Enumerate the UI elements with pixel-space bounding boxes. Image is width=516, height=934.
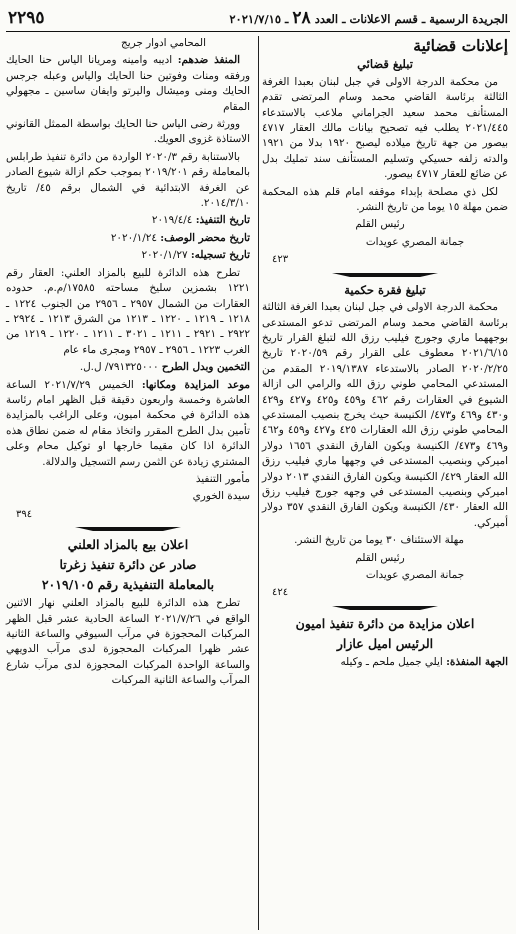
signature-role: مأمور التنفيذ <box>195 472 250 485</box>
header-issue-number: ٢٨ <box>292 8 311 28</box>
notice-body <box>262 655 508 670</box>
header-rule <box>6 31 510 32</box>
header-title: الجريدة الرسمية ـ قسم الاعلانات ـ <box>342 12 508 26</box>
exec-date-value: ٢٠١٩/٤/٤ <box>151 214 193 227</box>
notice-subtitle: صادر عن دائرة تنفيذ زغرتا <box>59 557 197 573</box>
notice-title: اعلان مزايدة من دائرة تنفيذ اميون <box>295 615 475 631</box>
auction-text: الخميس ٢٠٢١/٧/٢٩ الساعة العاشرة وخمسة واربعون دقيقة قبل الظهر امام رئاسة هذه الدائرة في محكمة اميون، وعلى الراغب بالمزايدة تأمين بدل الطرح المقرر واتخاذ مقام له ضمن نطاق هذه الدائرة اذا كان مقيما خارجها او توكيل محام وعلى المشتري زيادة عن الثمن رسم التسجيل والدلالة. <box>6 378 250 468</box>
page-header <box>8 6 508 28</box>
notice-number: ٤٢٤ <box>272 587 289 599</box>
header-issue-label: العدد <box>314 12 339 26</box>
notice-title: اعلان بيع بالمزاد العلني <box>67 537 189 553</box>
signature-role: رئيس القلم <box>355 551 405 564</box>
lawyer-name: المحامي ادوار جريج <box>121 37 206 49</box>
notice-subtitle: بالمعاملة التنفيذية رقم ٢٠١٩/١٠٥ <box>41 577 215 593</box>
left-column <box>6 36 250 930</box>
notice-objection: لكل ذي مصلحة بإبداء موقفه امام قلم هذه المحكمة ضمن مهلة ١٥ يوما من تاريخ النشر. <box>262 185 508 214</box>
signature-name: سيدة الخوري <box>192 490 250 503</box>
signature-role: رئيس القلم <box>355 218 405 231</box>
desc-date <box>6 231 250 246</box>
notice-title: تبليغ فقرة حكمية <box>344 282 426 297</box>
desc-date-label: تاريخ محضر الوصف: <box>160 231 250 244</box>
section-title: إعلانات قضائية <box>413 36 508 55</box>
notice-title: تبليغ قضائي <box>357 57 413 72</box>
right-column <box>262 36 508 930</box>
exec-date-label: تاريخ التنفيذ: <box>195 214 250 227</box>
reg-date-value: ٢٠٢٠/١/٢٧ <box>141 249 188 262</box>
notice-body: تطرح هذه الدائرة للبيع بالمزاد العلني نهار الاثنين الواقع في ٢٠٢١/٧/٢٦ الساعة الحادية عشر قبل الظهر المركبات المحجوزة في مرآب السيوفي والساعة الثانية عشر ظهرا المركبات المحجوزة لدى مرآب الدويهي والساعة الواحدة المركبات المحجوزة لدى مرآب شارع المرآب والساعة الثانية المركبات <box>6 597 251 687</box>
page-number: ٢٢٩٥ <box>8 8 45 28</box>
notice-body: محكمة الدرجة الاولى في جبل لبنان بعبدا الغرفة الثالثة برئاسة القاضي محمد وسام المرتضى تدعو المستدعى بوجههما ماري وجورج فيليب رزق الله لتبلغ القرار تاريخ ٢٠٢١/٦/١٥ معطوف على القرار رقم ٢٠٢٠/٥٩ تاريخ ٢٠٢٠/٢/٢٥ الصادر بالاستدعاء ٢٠١٩/١٣٨٧ المقدم من المستدعي المحامي طوني رزق الله والرامي الى ازالة الشيوع في العقارات رقم ٤٦٢ و٤٥٩ و٤٢٥ و٤٢٧ و٤٢٩ و٤٣٠ و٤٦٩ و٤٧٣/ الكنيسة حيث يخرج بنصيب المستدعي المحامي طوني رزق الله العقارات ٤٢٥ و٤٢٧ و٤٥٩ و٤٦٢ و٤٦٩ و٤٧٣/ الكنيسة ويكون الفارق النقدي ١٦٥٦ دولار اميركي وبنصيب المستدعى في وجهها ماري فيليب رزق الله العقار ٤٢٩/ الكنيسة ويكون الفارق النقدي ٢٠١٣ دولار اميركي وبنصيب المستدعى في وجهه جورج فيليب رزق الله العقار ٤٣٠/ الكنيسة ويكون الفارق النقدي ٣٥٧ دولار أميركي. <box>262 301 509 529</box>
property: تطرح هذه الدائرة للبيع بالمزاد العلني: العقار رقم ١٢٢١ بشمزين سليخ مساحته ١٧٥٨٥/م.م. حدوده العقارات من الشمال ٢٩٥٧ ـ ٢٩٥٦ من الجنوب ١٢٢٤ ـ ١٢١٨ ـ ١٢١٩ ـ ١٢٢٠ ـ ١٢١٣ من الشرق ١٢١٣ ـ ٢٩٢٤ ـ ٢٩٢٢ ـ ٢٩٢١ ـ ١٢١١ ـ ٣٠٢١ ـ ١٢١١ ـ ١٢٢٠ ـ ١٢١٩ من الغرب ١٢٢٣ ـ ٢٩٥٦ ـ ٢٩٥٧ ومجرى ماء عام <box>6 266 251 356</box>
notice-number: ٤٢٣ <box>272 254 289 266</box>
basis: بالاستنابة رقم ٢٠٢٠/٣ الواردة من دائرة تنفيذ طرابلس بالمعاملة رقم ٢٠١٩/٢٠١ بموجب حكم ازالة شيوع الصادر عن الغرفة الابتدائية في الشمال برقم ٤٥/ تاريخ ٢٠١٤/٣/١٠. <box>6 150 250 210</box>
executing-party-label: الجهة المنفذة: <box>446 655 508 668</box>
separator-ornament <box>262 604 508 612</box>
price-value: ٧٩١٣٢٥٠٠٠/ ل.ل. <box>79 361 159 374</box>
price-label: التخمين وبدل الطرح <box>161 361 250 374</box>
defendants-text: اديبه وامينه ومريانا الياس حنا الحايك ورفقه ومنات وفوتين حنا الحايك والياس وعبله جرجس الحايك ومنى وميشال واليرتو وايفان ساسين ـ مجهولي المقام <box>6 54 250 113</box>
reg-date-label: تاريخ تسجيله: <box>190 249 250 262</box>
defendants-label: المنفذ ضدهم: <box>177 54 240 67</box>
column-divider <box>258 36 259 930</box>
signature-name: جمانة المصري عويدات <box>365 569 464 581</box>
notice-body: من محكمة الدرجة الاولى في جبل لبنان بعبدا الغرفة الثالثة برئاسة القاضي محمد وسام المرتضى تقدم المستأنف محمد سعيد الجراماني ملاعب بالاستدعاء ٢٠٢١/٤٤٥ يطلب فيه تصحيح بيانات مالك العقار ٤٧١٧ بيصور من جهة تاريخ ميلاده ليصبح ١٩٢٠ بدلا من ١٩٢١ والدته زلفه حسيكي وتسليم المستأنف سند تمليك بدل عن ضائع للعقار ٤٧١٧ بيصور. <box>262 75 508 181</box>
separator-ornament <box>6 525 250 533</box>
defendants <box>6 53 250 115</box>
executing-party: ايلي جميل ملحم ـ وكيله <box>340 655 443 668</box>
notice-deadline: مهلة الاستئناف ٣٠ يوما من تاريخ النشر. <box>294 534 464 547</box>
separator-ornament <box>262 271 508 279</box>
notice-subtitle: الرئيس اميل عازار <box>336 635 434 651</box>
notice-number: ٣٩٤ <box>16 508 33 520</box>
auction <box>6 378 250 470</box>
price <box>6 360 250 375</box>
signature-name: جمانة المصري عويدات <box>365 235 464 248</box>
exec-date <box>6 213 250 228</box>
header-line: الجريدة الرسمية ـ قسم الاعلانات ـ العدد ٢٨ ـ ٢٠٢١/٧/١٥ <box>229 8 508 28</box>
heirs: وورثة رضى الياس حنا الحايك بواسطة الممثل القانوني الاستاذة غزوى العويك. <box>6 118 250 146</box>
header-date: ٢٠٢١/٧/١٥ <box>229 12 282 26</box>
desc-date-value: ٢٠٢٠/١/٢٤ <box>110 231 157 244</box>
auction-label: موعد المزايدة ومكانها: <box>141 378 251 391</box>
reg-date <box>6 248 250 263</box>
